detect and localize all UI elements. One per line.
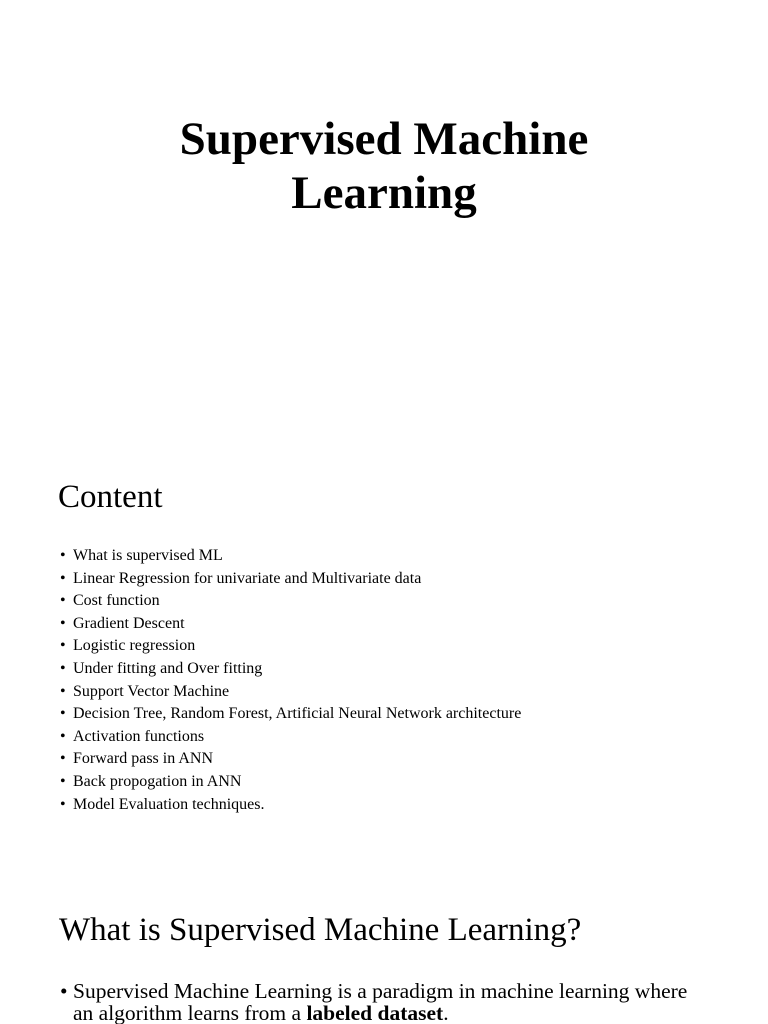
slide-title-line-1: Supervised Machine — [179, 113, 589, 165]
list-item: • Gradient Descent — [60, 613, 521, 636]
list-item: • Logistic regression — [60, 635, 521, 658]
list-item: • Back propogation in ANN — [60, 771, 521, 794]
slide-title — [0, 112, 768, 220]
list-item: • Under fitting and Over fitting — [60, 658, 521, 681]
section-paragraph — [60, 980, 700, 1024]
paragraph-text-end: . — [443, 1001, 449, 1024]
paragraph-text-start: Supervised Machine Learning is a paradigm in machine learning where an algorithm learns from a — [73, 979, 688, 1024]
section-heading: What is Supervised Machine Learning? — [59, 912, 582, 948]
slide-title-line-2: Learning — [291, 167, 477, 219]
list-item: • Cost function — [60, 590, 521, 613]
content-list — [60, 545, 521, 816]
bullet-icon: • — [60, 979, 68, 1003]
list-item: • Support Vector Machine — [60, 681, 521, 704]
list-item: • Forward pass in ANN — [60, 748, 521, 771]
list-item: • Linear Regression for univariate and Multivariate data — [60, 568, 521, 591]
list-item: • Decision Tree, Random Forest, Artificial Neural Network architecture — [60, 703, 521, 726]
list-item: • Activation functions — [60, 726, 521, 749]
list-item: • What is supervised ML — [60, 545, 521, 568]
paragraph-bold-term: labeled dataset — [306, 1001, 444, 1024]
list-item: • Model Evaluation techniques. — [60, 794, 521, 817]
paragraph-text — [60, 980, 700, 1024]
content-heading: Content — [58, 479, 163, 515]
